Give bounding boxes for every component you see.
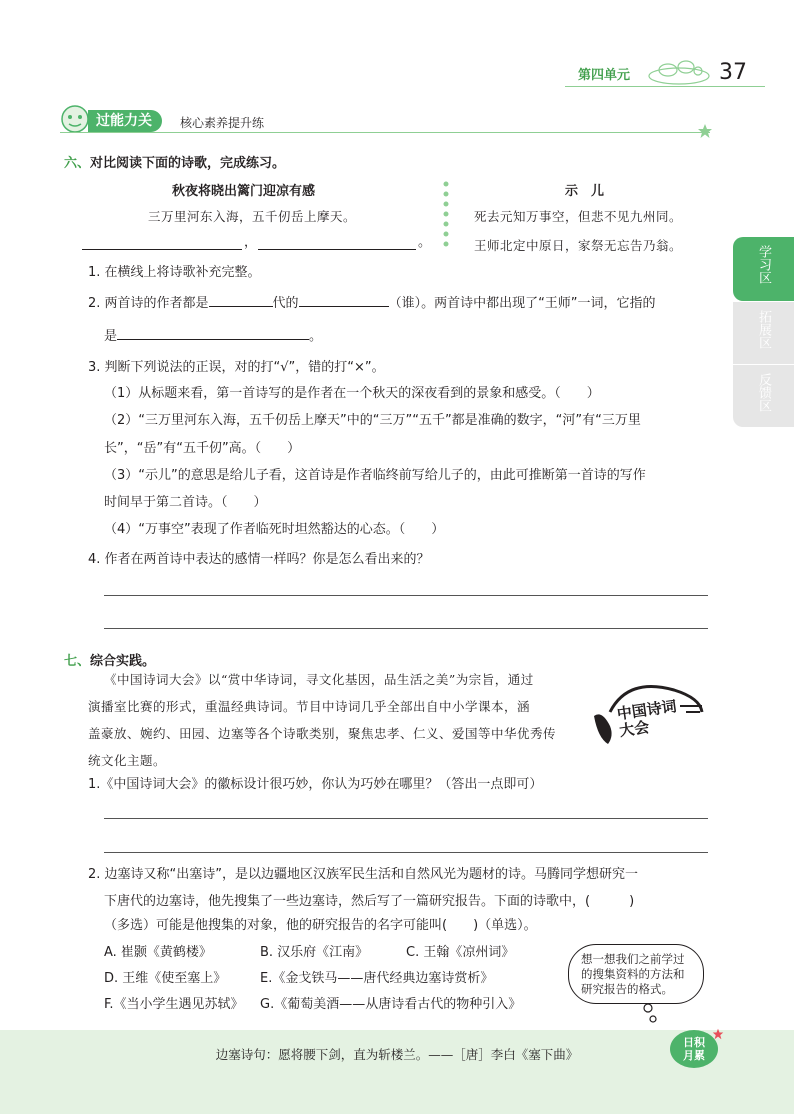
- judgement-item: （4）“万事空”表现了作者临死时坦然豁达的心态。（ ）: [104, 522, 445, 537]
- option-g: G.《葡萄美酒——从唐诗看古代的物种引入》: [260, 997, 522, 1012]
- question-7-2-cont: 下唐代的边塞诗，他先搜集了一些边塞诗，然后写了一篇研究报告。下面的诗歌中，( ): [104, 894, 635, 909]
- q-text: 2. 两首诗的作者都是: [88, 296, 209, 311]
- section-rule: [60, 132, 710, 133]
- star-icon: [712, 1028, 724, 1040]
- section-number: 六、: [64, 156, 91, 171]
- question-6-3: 3. 判断下列说法的正误，对的打“√”，错的打“×”。: [88, 360, 385, 375]
- option-b: B. 汉乐府《江南》: [260, 945, 369, 960]
- star-icon: [697, 123, 713, 139]
- question-6-4: 4. 作者在两首诗中表达的感情一样吗？你是怎么看出来的？: [88, 552, 430, 567]
- divider-ornament-icon: [440, 178, 452, 250]
- option-d: D. 王维《使至塞上》: [104, 971, 227, 986]
- daily-accumulation-badge: [670, 1030, 718, 1068]
- mascot-icon: [58, 104, 92, 134]
- q-text: 代的: [272, 296, 299, 311]
- poetry-conference-logo: [588, 672, 708, 772]
- poem2-title: 示 儿: [565, 184, 605, 199]
- tab-label: 反馈区: [756, 373, 771, 412]
- intro-text: 演播室比赛的形式，重温经典诗词。节目中诗词几乎全部出自中小学课本，涵: [88, 699, 531, 714]
- poem2-line: 死去元知万事空，但悲不见九州同。: [474, 209, 683, 224]
- judgement-item: 时间早于第二首诗。（ ）: [104, 495, 267, 510]
- intro-text: 《中国诗词大会》以“赏中华诗词，寻文化基因，品生活之美”为宗旨，通过: [104, 672, 534, 687]
- answer-blank[interactable]: [117, 325, 309, 340]
- page-number: 37: [719, 60, 747, 85]
- answer-line[interactable]: [104, 852, 708, 853]
- intro-text: 统文化主题。: [88, 753, 167, 768]
- header-rule: [565, 86, 765, 87]
- question-6-2: [88, 292, 656, 313]
- section-heading: 对比阅读下面的诗歌，完成练习。: [90, 156, 286, 171]
- cloud-decoration-icon: [646, 58, 712, 86]
- judgement-item: 长”，“岳”有“五千仞”高。（ ）: [104, 441, 301, 456]
- unit-label: 第四单元: [578, 68, 631, 83]
- badge-line: 日积: [683, 1036, 705, 1049]
- section-number: 七、: [64, 654, 91, 669]
- section-6-title: [64, 152, 285, 171]
- logo-text: 中国诗词大会: [615, 696, 678, 741]
- option-e: E.《金戈铁马——唐代经典边塞诗赏析》: [260, 971, 494, 986]
- tab-label: 拓展区: [756, 310, 771, 349]
- tab-feedback-area[interactable]: [733, 365, 794, 427]
- poem1-period: 。: [418, 235, 432, 250]
- judgement-item: （2）“三万里河东入海，五千仞岳上摩天”中的“三万”“五千”都是准确的数字，“河”有“三万里: [104, 413, 641, 428]
- answer-blank[interactable]: [209, 292, 273, 307]
- section-badge: 过能力关: [88, 110, 162, 132]
- poem1-comma: ，: [244, 235, 258, 250]
- question-7-2-cont: （多选）可能是他搜集的对象，他的研究报告的名字可能叫( )（单选）。: [104, 918, 537, 933]
- answer-blank[interactable]: [258, 249, 416, 250]
- tab-label: 学习区: [756, 245, 771, 284]
- footer-quote: 边塞诗句：愿将腰下剑，直为斩楼兰。——［唐］李白《塞下曲》: [215, 1047, 579, 1062]
- q-text: 。: [309, 329, 323, 344]
- answer-blank[interactable]: [299, 292, 389, 307]
- poem1-title: 秋夜将晓出篱门迎凉有感: [172, 184, 316, 199]
- intro-text: 盖豪放、婉约、田园、边塞等各个诗歌类别，聚焦忠孝、仁义、爱国等中华优秀传: [88, 726, 557, 741]
- answer-blank[interactable]: [82, 249, 242, 250]
- judgement-item: （3）“示儿”的意思是给儿子看，这首诗是作者临终前写给儿子的，由此可推断第一首诗的写作: [104, 468, 646, 483]
- question-7-2: 2. 边塞诗又称“出塞诗”，是以边疆地区汉族军民生活和自然风光为题材的诗。马腾同学想研究一: [88, 867, 639, 882]
- question-6-1: 1. 在横线上将诗歌补充完整。: [88, 265, 261, 280]
- q-text: 是: [104, 329, 118, 344]
- section-badge-subtitle: 核心素养提升练: [180, 116, 265, 130]
- option-f: F.《当小学生遇见苏轼》: [104, 997, 244, 1012]
- answer-line[interactable]: [104, 628, 708, 629]
- q-text: （谁）。两首诗中都出现了“王师”一词，它指的: [388, 296, 656, 311]
- poem1-line: 三万里河东入海，五千仞岳上摩天。: [148, 209, 357, 224]
- judgement-item: （1）从标题来看，第一首诗写的是作者在一个秋天的深夜看到的景象和感受。（ ）: [104, 386, 600, 401]
- bubble-tail-icon: [640, 1002, 660, 1026]
- answer-line[interactable]: [104, 818, 708, 819]
- answer-line[interactable]: [104, 595, 708, 596]
- badge-line: 月累: [683, 1049, 705, 1062]
- poem2-line: 王师北定中原日，家祭无忘告乃翁。: [474, 238, 683, 253]
- section-7-title: [64, 650, 155, 669]
- option-a: A. 崔颢《黄鹤楼》: [104, 945, 212, 960]
- question-6-2-cont: [104, 325, 322, 346]
- section-heading: 综合实践。: [90, 654, 156, 669]
- option-c: C. 王翰《凉州词》: [406, 945, 515, 960]
- hint-bubble: 想一想我们之前学过的搜集资料的方法和研究报告的格式。: [568, 944, 704, 1004]
- tab-study-area[interactable]: [733, 237, 794, 301]
- tab-extension-area[interactable]: [733, 302, 794, 364]
- question-7-1: 1.《中国诗词大会》的徽标设计很巧妙，你认为巧妙在哪里？（答出一点即可）: [88, 777, 543, 792]
